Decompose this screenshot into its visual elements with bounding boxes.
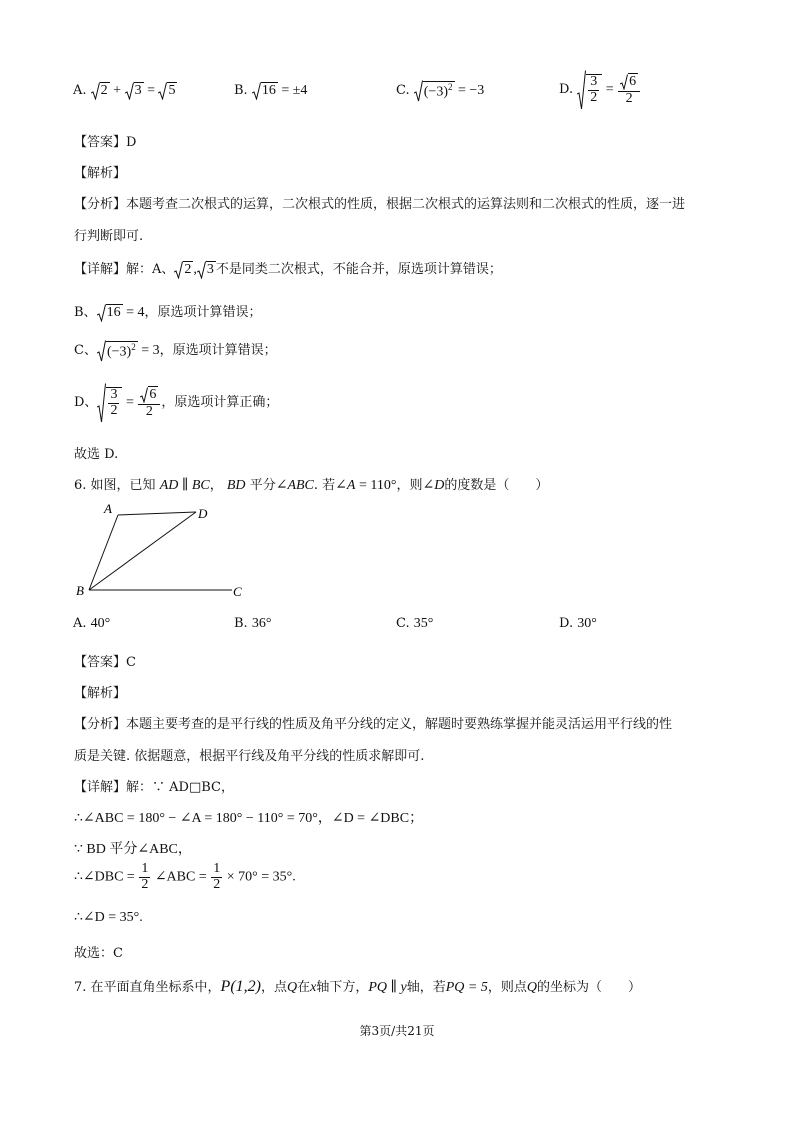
q5-option-c: C. $(-3)^2$ = −3: [396, 81, 485, 100]
q5-option-d-expression: $\frac{3}{2}$ = $\frac{6}{2}$: [577, 82, 641, 97]
label-a: A: [104, 501, 112, 516]
label-d: D: [198, 506, 208, 521]
q6-detail-line-2: ∴∠ABC = 180° − ∠A = 180° − 110° = 70°，∠D = ∠DBC；: [74, 811, 424, 826]
segment-ad: [118, 512, 196, 515]
q5-option-a: A. 2 + 3 = 5: [73, 83, 176, 99]
page-footer: 第3页/共21页: [359, 1024, 435, 1038]
q6-figure: [70, 500, 260, 605]
q6-conclusion: 故选：C: [74, 946, 123, 961]
q6-analysis-heading: 【解析】: [74, 686, 127, 701]
q6-detail-line-1: 【详解】解：∵ AD□BC，: [74, 780, 234, 795]
q5-detail-a: 【详解】解：A、 2 , 3 不是同类二次根式，不能合并，原选项计算错误；: [74, 261, 502, 277]
q5-option-a-expression: 2 + 3 = 5: [91, 83, 178, 98]
q6-stem: 6. 如图，已知 AD ∥ BC， BD 平分∠ABC. 若∠A = 110°，则∠D的度数是（ ）: [74, 478, 549, 493]
q5-conclusion: 故选 D.: [74, 447, 119, 462]
q6-option-b: B. 36°: [234, 616, 272, 631]
q5-analysis-line-1: 【分析】本题考查二次根式的运算，二次根式的性质，根据二次根式的运算法则和二次根式的性质，逐一进: [74, 197, 686, 212]
q5-answer: 【答案】D: [74, 135, 137, 150]
q6-detail-line-3: ∵ BD 平分∠ABC，: [74, 842, 192, 857]
q6-option-d: D. 30°: [559, 616, 597, 631]
q7-stem: 7. 在平面直角坐标系中，P(1,2)，点Q在x轴下方，PQ ∥ y轴，若PQ = 5，则点Q的坐标为（ ）: [74, 978, 641, 995]
label-c: C: [233, 584, 242, 599]
q5-detail-b: B、 16 = 4，原选项计算错误；: [74, 304, 262, 320]
q6-answer: 【答案】C: [74, 655, 136, 670]
q6-analysis-line-2: 质是关键. 依据题意，根据平行线及角平分线的性质求解即可.: [74, 749, 425, 764]
q5-option-c-expression: $(-3)^2$ = −3: [414, 83, 485, 98]
q6-detail-line-4: ∴∠DBC = $\frac{1}{2}$ ∠ABC = $\frac{1}{2}$ × 70° = 35°.: [74, 861, 296, 892]
segment-bd: [89, 512, 196, 590]
q5-detail-c: C、 $(-3)^2$ = 3，原选项计算错误；: [74, 341, 277, 360]
q6-option-a: A. 40°: [73, 616, 111, 631]
q5-detail-d: D、 $\frac{3}{2}$ = $\frac{6}{2}$ ，原选项计算正确；: [74, 383, 278, 423]
q5-analysis-heading: 【解析】: [74, 166, 127, 181]
q5-option-d: D. $\frac{3}{2}$ = $\frac{6}{2}$: [559, 70, 641, 110]
q5-option-b: B. 16 = ±4: [234, 83, 308, 99]
q5-option-b-expression: 16 = ±4: [252, 83, 308, 98]
q6-option-c: C. 35°: [396, 616, 434, 631]
label-b: B: [76, 583, 84, 598]
q6-detail-line-5: ∴∠D = 35°.: [74, 910, 143, 925]
q6-analysis-line-1: 【分析】本题主要考查的是平行线的性质及角平分线的定义，解题时要熟练掌握并能灵活运用平行线的性: [74, 717, 673, 732]
segment-ab: [89, 515, 118, 590]
q5-analysis-line-2: 行判断即可.: [74, 229, 144, 244]
